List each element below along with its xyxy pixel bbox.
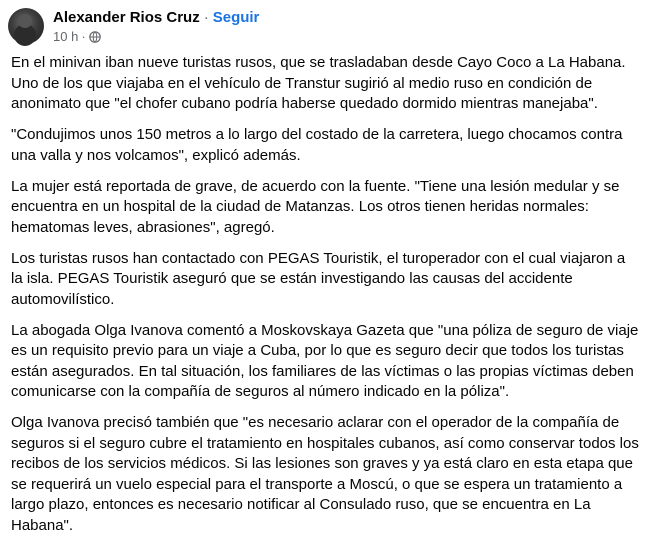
name-separator: ·	[203, 8, 209, 26]
time-separator: ·	[81, 28, 86, 44]
post-meta	[53, 8, 259, 45]
post-time[interactable]: 10 h	[53, 28, 79, 44]
time-row	[53, 29, 259, 45]
post-header	[8, 5, 259, 47]
paragraph-4: Los turistas rusos han contactado con PEGAS Touristik, el turoperador con el cual viajaron a la isla. PEGAS Touristik aseguró que se están investigando las causas del accidente automovilístico.	[11, 249, 626, 308]
paragraph-3: La mujer está reportada de grave, de acuerdo con la fuente. "Tiene una lesión medular y se encuentra en un hospital de la ciudad de Matanzas. Los otros tienen heridas normales: hematomas leves, abrasiones", agregó.	[11, 177, 620, 236]
globe-icon	[89, 31, 101, 43]
paragraph-1: En el minivan iban nueve turistas rusos, que se trasladaban desde Cayo Coco a La Habana. Uno de los que viajaba en el vehículo de Transtur sugirió al medio ruso en condición de anonimato que "el chofer cubano podría haberse quedado dormido mientras manejaba".	[11, 54, 626, 112]
paragraph-6: Olga Ivanova precisó también que "es necesario aclarar con el operador de la compañía de seguros si el seguro cubre el tratamiento en hospitales cubanos, así como conservar todos los recibos de los servicios médicos. Si las lesiones son graves y ya está claro en esta etapa que se requerirá un vuelo especial para el transporte a Moscú, o que se espera un tratamiento a largo plazo, entonces es necesario notificar al Consulado ruso, que se encuentra en La Habana".	[11, 414, 639, 534]
follow-button[interactable]: Seguir	[212, 8, 260, 26]
author-name[interactable]: Alexander Rios Cruz	[53, 8, 200, 26]
name-row	[53, 8, 259, 27]
avatar[interactable]	[8, 8, 44, 44]
paragraph-5: La abogada Olga Ivanova comentó a Moskovskaya Gazeta que "una póliza de seguro de viaje es un requisito previo para un viaje a Cuba, por lo que es seguro decir que todos los turistas están asegurados. En tal situación, los familiares de las víctimas o las propias víctimas deben comunicarse con la compañía de seguros al número indicado en la póliza".	[11, 321, 639, 400]
post-body	[11, 53, 639, 547]
paragraph-2: "Condujimos unos 150 metros a lo largo del costado de la carretera, luego chocamos contra una valla y nos volcamos", explicó además.	[11, 126, 623, 164]
